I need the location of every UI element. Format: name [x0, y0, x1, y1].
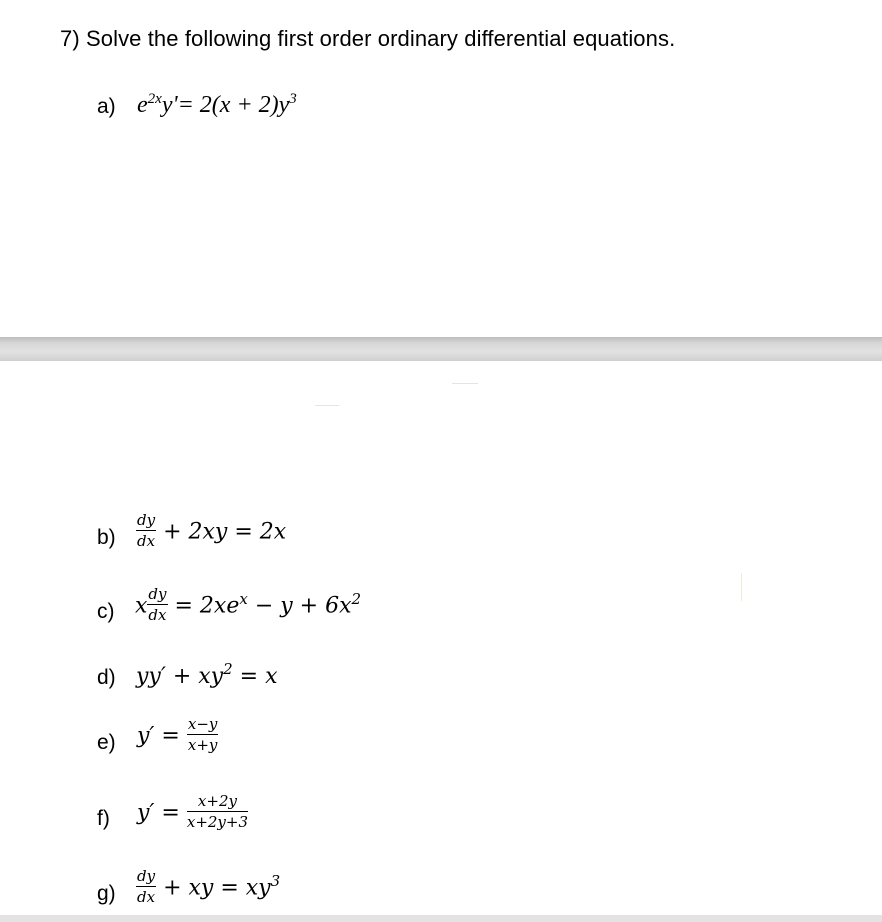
- part-b-rest: + 2xy = 2x: [163, 519, 287, 545]
- scan-artifact: [741, 573, 742, 601]
- part-c-fraction-denominator: dx: [148, 606, 167, 624]
- part-c-lead: x: [135, 593, 148, 619]
- part-g-exponent: 3: [270, 871, 281, 890]
- part-c-rest2: − y + 6x: [254, 593, 352, 619]
- part-a-equation: [137, 92, 297, 119]
- part-g-label: g): [97, 882, 116, 905]
- page-divider: [0, 337, 882, 361]
- question-heading: 7) Solve the following first order ordinary differential equations.: [60, 26, 676, 51]
- part-e-fraction-numerator: x−y: [187, 715, 218, 733]
- part-a-term2-exponent: 3: [289, 91, 297, 107]
- part-a-label: a): [97, 95, 116, 118]
- part-d-eq2: = x: [239, 664, 278, 689]
- part-b-fraction-denominator: dx: [137, 532, 156, 550]
- part-c-rest: = 2xe: [174, 593, 240, 619]
- part-g-equation: [136, 867, 281, 907]
- part-g-fraction-denominator: dx: [137, 888, 156, 906]
- part-a-term2: y'= 2(x + 2)y: [161, 92, 290, 118]
- part-d-equation: [136, 660, 278, 689]
- part-c-exponent-2: 2: [351, 589, 362, 608]
- part-f-label: f): [97, 807, 110, 830]
- part-f-fraction-numerator: x+2y: [187, 793, 248, 812]
- part-c-label: c): [97, 600, 115, 623]
- part-d-eq: yy′ + xy: [136, 664, 224, 689]
- part-e-fraction-denominator: x+y: [187, 736, 218, 754]
- part-e-lhs: y′ =: [137, 723, 180, 749]
- part-f-equation: [137, 792, 249, 832]
- part-f-fraction: [187, 793, 248, 830]
- part-b-fraction: [136, 512, 156, 549]
- part-g-rest: + xy = xy: [163, 875, 271, 901]
- part-f-fraction-denominator: x+2y+3: [186, 813, 249, 831]
- scan-artifact: [315, 405, 339, 406]
- part-e-equation: [137, 715, 218, 755]
- page-bottom-edge: [0, 915, 882, 922]
- part-d-label: d): [97, 666, 116, 689]
- part-a-term1-exponent: 2x: [147, 91, 162, 107]
- part-c-fraction: [147, 586, 167, 623]
- part-f-lhs: y′ =: [137, 800, 180, 826]
- part-c-fraction-numerator: dy: [148, 585, 167, 603]
- part-c-exponent-1: x: [239, 589, 248, 608]
- part-d-exponent: 2: [223, 660, 233, 678]
- part-b-equation: [136, 511, 287, 551]
- part-g-fraction: [136, 868, 156, 905]
- part-e-label: e): [97, 731, 116, 754]
- part-a-term1: e: [137, 92, 148, 118]
- part-b-fraction-numerator: dy: [137, 511, 156, 529]
- part-e-fraction: [187, 716, 219, 753]
- scan-artifact: [452, 383, 478, 384]
- part-c-equation: [135, 585, 362, 625]
- part-g-fraction-numerator: dy: [137, 867, 156, 885]
- part-b-label: b): [97, 526, 116, 549]
